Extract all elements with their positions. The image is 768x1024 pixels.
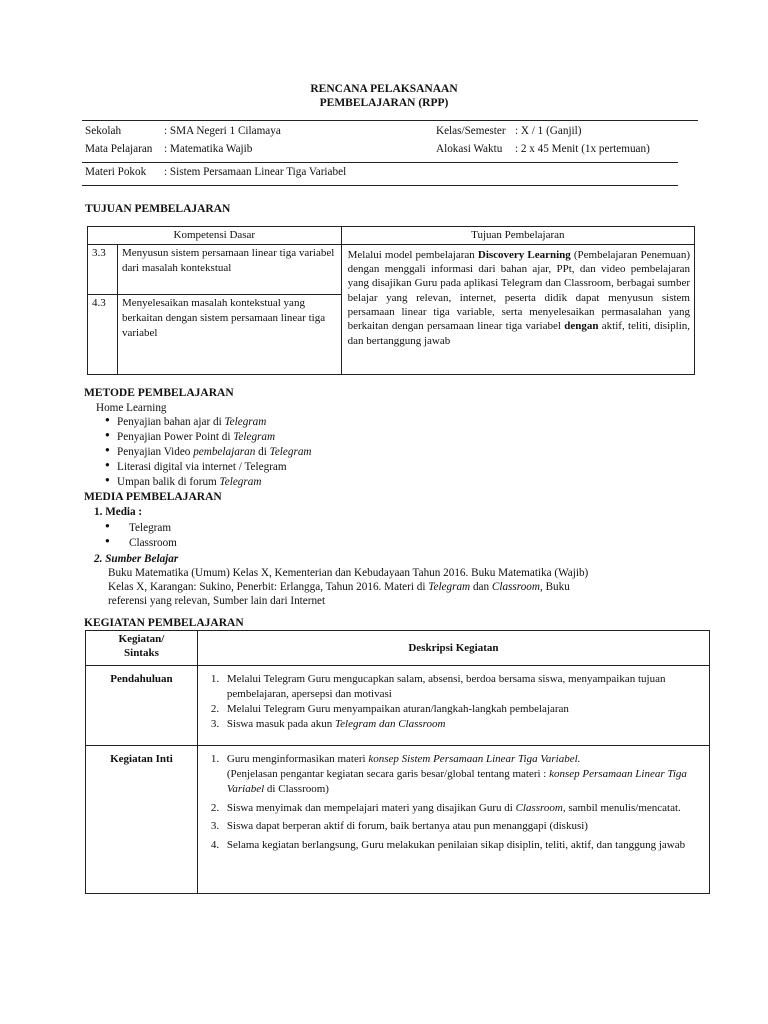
- list-item: ● Penyajian Video pembelajaran di Telegram: [103, 445, 312, 460]
- tp-model-name: Discovery Learning: [477, 248, 571, 261]
- materi-label: Materi Pokok: [85, 166, 147, 178]
- kd-column-header: Kompetensi Dasar: [88, 227, 342, 245]
- media-heading: MEDIA PEMBELAJARAN: [84, 491, 222, 503]
- tp-text-1: Melalui model pembelajaran: [347, 248, 478, 261]
- kd-text: Menyelesaikan masalah kontekstual yang berkaitan dengan sistem persamaan linear tiga variabel: [117, 294, 341, 374]
- list-item: 2. Siswa menyimak dan mempelajari materi yang disajikan Guru di Classroom, sambil menulis/mencatat.: [210, 801, 681, 814]
- sumber-line-2: Kelas X, Karangan: Sukino, Penerbit: Erlangga, Tahun 2016. Materi di Telegram dan Classroom, Buku: [108, 581, 570, 593]
- kd-number: 4.3: [88, 294, 118, 374]
- list-item: 3. Siswa dapat berperan aktif di forum, baik bertanya atau pun menanggapi (diskusi): [210, 820, 588, 833]
- materi-value: : Sistem Persamaan Linear Tiga Variabel: [164, 166, 347, 178]
- info-bottom-rule: [82, 185, 678, 186]
- kelas-label: Kelas/Semester: [436, 125, 506, 137]
- sumber-label: 2. Sumber Belajar: [94, 553, 179, 565]
- alokasi-value: : 2 x 45 Menit (1x pertemuan): [515, 143, 650, 155]
- kegiatan-inti-label: Kegiatan Inti: [86, 746, 198, 894]
- document-title-line2: PEMBELAJARAN (RPP): [319, 97, 449, 109]
- sumber-line-1: Buku Matematika (Umum) Kelas X, Kementerian dan Kebudayaan Tahun 2016. Buku Matematika (Wajib): [108, 567, 589, 579]
- kegiatan-heading: KEGIATAN PEMBELAJARAN: [84, 617, 244, 629]
- kd-number: 3.3: [88, 244, 118, 294]
- list-item: 4. Selama kegiatan berlangsung, Guru melakukan penilaian sikap disiplin, teliti, aktif, dan tanggung jawab: [210, 839, 686, 852]
- sumber-line-3: referensi yang relevan, Sumber lain dari Internet: [108, 595, 326, 607]
- sekolah-label: Sekolah: [85, 125, 122, 137]
- kegiatan-column-header: Kegiatan/ Sintaks: [86, 631, 198, 666]
- tp-bold-dengan: dengan: [564, 320, 599, 333]
- tp-paragraph: [341, 244, 694, 374]
- list-item: 2. Melalui Telegram Guru menyampaikan aturan/langkah-langkah pembelajaran: [210, 702, 569, 715]
- kegiatan-table: [85, 630, 710, 894]
- sekolah-value: : SMA Negeri 1 Cilamaya: [164, 125, 281, 137]
- list-item: ● Penyajian Power Point di Telegram: [103, 430, 312, 445]
- list-item: 1. Guru menginformasikan materi konsep Sistem Persamaan Linear Tiga Variabel. (Penjelasan pengantar kegiatan secara garis besar/global tentang materi : konsep Persamaan Linear Tiga Variabel di Classroom): [210, 753, 687, 795]
- list-item: ● Literasi digital via internet / Telegram: [103, 460, 312, 475]
- mapel-label: Mata Pelajaran: [85, 143, 153, 155]
- list-item: ● Telegram: [103, 521, 177, 536]
- document-title-line1: RENCANA PELAKSANAAN: [310, 83, 458, 95]
- tp-column-header: Tujuan Pembelajaran: [341, 227, 694, 245]
- kd-text: Menyusun sistem persamaan linear tiga variabel dari masalah kontekstual: [117, 244, 341, 294]
- alokasi-label: Alokasi Waktu: [436, 143, 503, 155]
- list-item: ● Penyajian bahan ajar di Telegram: [103, 415, 312, 430]
- mapel-value: : Matematika Wajib: [164, 143, 253, 155]
- media-label: 1. Media :: [94, 506, 143, 518]
- tujuan-heading: TUJUAN PEMBELAJARAN: [85, 203, 231, 215]
- kelas-value: : X / 1 (Ganjil): [515, 125, 582, 137]
- kegiatan-inti-description: [197, 746, 709, 894]
- list-item: ● Umpan balik di forum Telegram: [103, 475, 312, 490]
- list-item: ● Classroom: [103, 536, 177, 551]
- pendahuluan-label: Pendahuluan: [86, 666, 198, 746]
- tujuan-table: [87, 226, 695, 375]
- metode-subheading: Home Learning: [96, 402, 167, 414]
- info-middle-rule: [82, 162, 678, 163]
- metode-heading: METODE PEMBELAJARAN: [84, 387, 234, 399]
- tp-text-2: (Pembelajaran Penemuan) dengan menggali informasi dari bahan ajar, PPt, dan video pembelajaran yang disajikan Guru pada aplikasi Telegram dan Classroom, berbagai sumber belajar yang relevan, internet, peserta didik dapat menyusun sistem persamaan linear tiga variable, serta menyelesaikan permasalahan yang berkaitan dengan persamaan linear tiga variabel: [347, 248, 690, 333]
- metode-list: [103, 415, 312, 490]
- list-item: 3. Siswa masuk pada akun Telegram dan Classroom: [210, 717, 446, 730]
- list-item: 1. Melalui Telegram Guru mengucapkan salam, absensi, berdoa bersama siswa, menyampaikan tujuan pembelajaran, apersepsi dan motivasi: [210, 673, 666, 700]
- pendahuluan-description: [197, 666, 709, 746]
- media-list: [103, 521, 177, 551]
- info-top-rule: [82, 120, 698, 121]
- deskripsi-column-header: Deskripsi Kegiatan: [197, 631, 709, 666]
- tp-text-3: aktif, teliti, disiplin, dan bertanggung jawab: [347, 320, 690, 347]
